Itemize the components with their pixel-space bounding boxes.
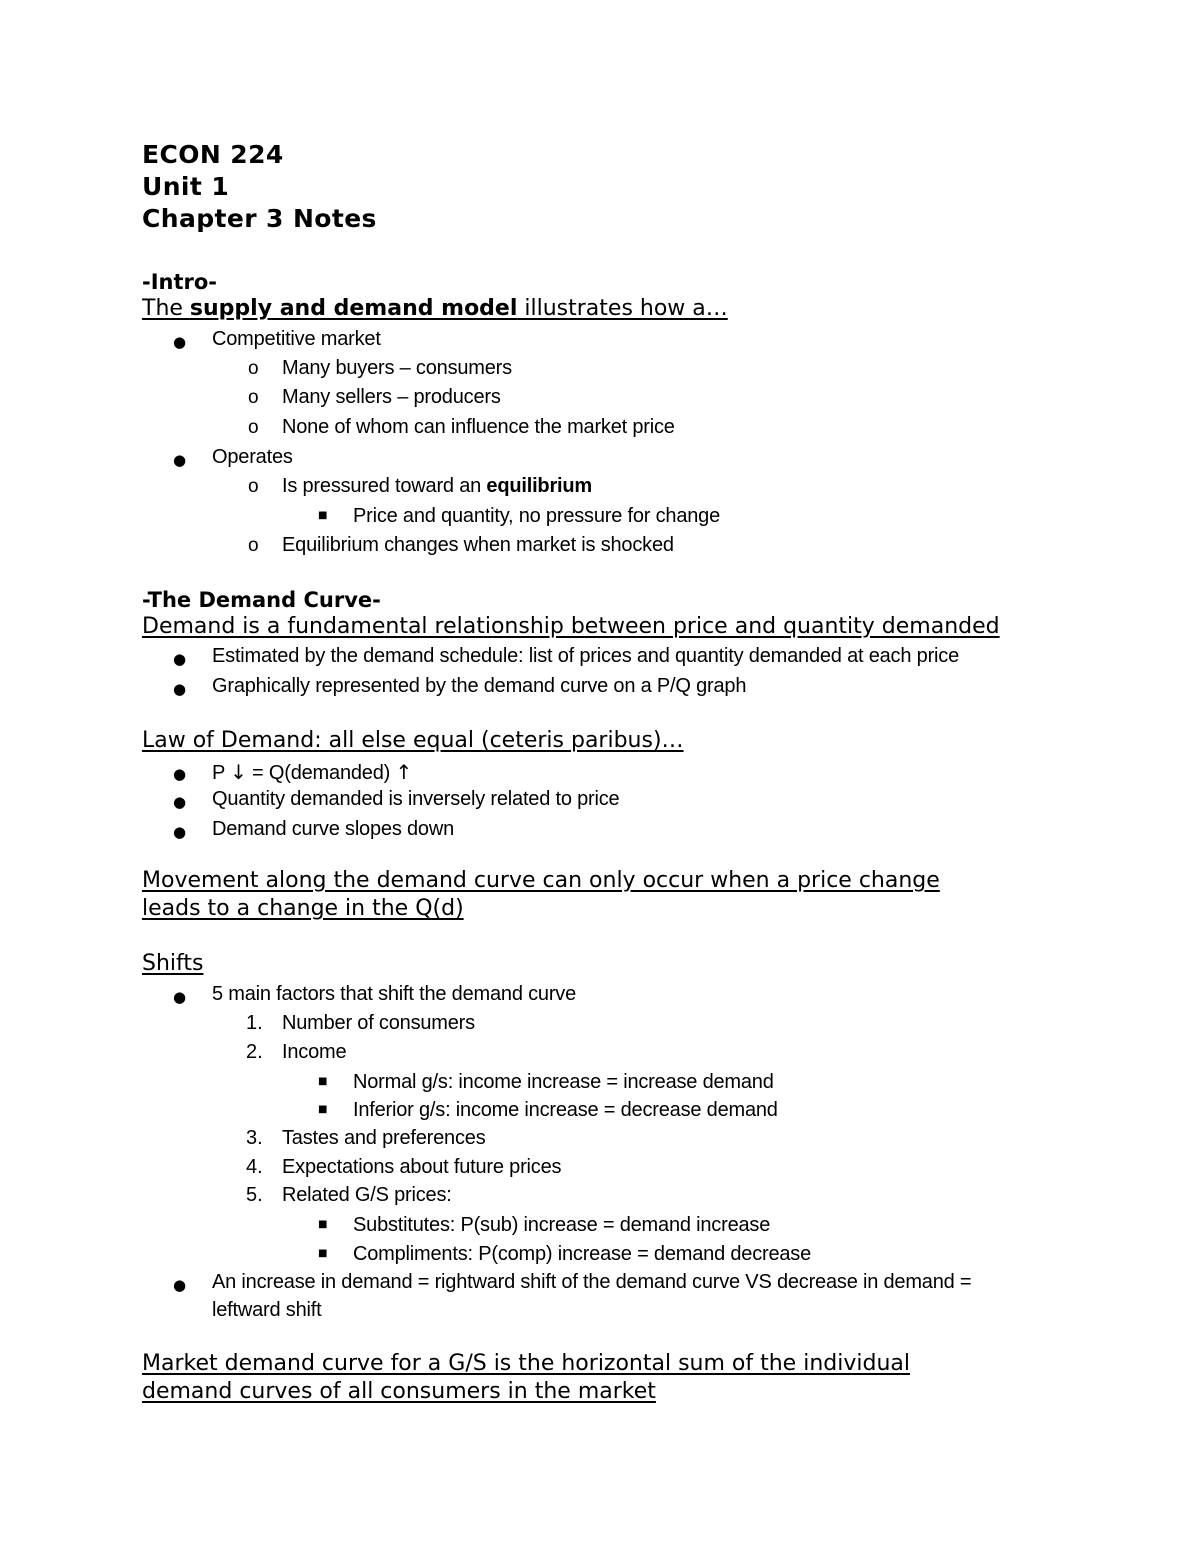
quantity-demanded-text: = Q(demanded)	[246, 762, 391, 784]
list-item: Income	[282, 1041, 347, 1063]
number-marker: 5.	[246, 1184, 263, 1206]
square-marker: ■	[318, 1248, 328, 1259]
course-title: ECON 224	[142, 140, 284, 169]
list-item: Demand curve slopes down	[212, 818, 454, 840]
square-marker: ■	[318, 1104, 328, 1115]
list-item: Competitive market	[212, 328, 381, 350]
list-item: Substitutes: P(sub) increase = demand increase	[353, 1214, 771, 1236]
shifts-lead: Shifts	[142, 951, 204, 976]
intro-lead-prefix: The	[142, 296, 190, 321]
list-item: Many sellers – producers	[282, 386, 501, 408]
movement-line-2: leads to a change in the Q(d)	[142, 896, 464, 921]
number-marker: 3.	[246, 1127, 263, 1149]
intro-lead-bold: supply and demand model	[189, 296, 518, 321]
list-item: Price and quantity, no pressure for change	[353, 505, 721, 527]
number-marker: 2.	[246, 1041, 263, 1063]
list-item: Operates	[212, 446, 293, 468]
law-of-demand-lead: Law of Demand: all else equal (ceteris paribus)…	[142, 728, 684, 753]
item-text: Is pressured toward an	[282, 475, 487, 497]
list-item: An increase in demand = rightward shift of the demand curve VS decrease in demand =	[212, 1271, 972, 1293]
bullet-marker: ●	[173, 793, 187, 811]
list-item: Equilibrium changes when market is shocked	[282, 534, 674, 556]
intro-lead	[142, 296, 728, 321]
list-item: Estimated by the demand schedule: list of prices and quantity demanded at each price	[212, 645, 959, 667]
market-demand-line-1: Market demand curve for a G/S is the horizontal sum of the individual	[142, 1351, 910, 1376]
bullet-marker: ●	[173, 680, 187, 698]
list-item: Tastes and preferences	[282, 1127, 486, 1149]
bullet-marker: ●	[173, 451, 187, 469]
square-marker: ■	[318, 1219, 328, 1230]
bullet-marker: ●	[173, 333, 187, 351]
movement-line-1: Movement along the demand curve can only occur when a price change	[142, 868, 940, 893]
list-item: None of whom can influence the market price	[282, 416, 675, 438]
price-symbol: P	[212, 762, 225, 784]
demand-curve-lead: Demand is a fundamental relationship between price and quantity demanded	[142, 614, 1000, 639]
bullet-marker: ●	[173, 988, 187, 1006]
chapter-title: Chapter 3 Notes	[142, 204, 377, 233]
list-item: Expectations about future prices	[282, 1156, 562, 1178]
list-item: Quantity demanded is inversely related to price	[212, 788, 620, 810]
list-item: Inferior g/s: income increase = decrease demand	[353, 1099, 778, 1121]
list-item: 5 main factors that shift the demand curve	[212, 983, 577, 1005]
list-item: Related G/S prices:	[282, 1184, 452, 1206]
market-demand-line-2: demand curves of all consumers in the market	[142, 1379, 656, 1404]
bullet-marker: ●	[173, 1276, 187, 1294]
demand-curve-heading: -The Demand Curve-	[142, 588, 381, 612]
list-item: Normal g/s: income increase = increase demand	[353, 1071, 774, 1093]
list-item-continued: leftward shift	[212, 1299, 322, 1321]
list-item: Compliments: P(comp) increase = demand decrease	[353, 1243, 812, 1265]
circle-marker: o	[248, 417, 259, 438]
number-marker: 4.	[246, 1156, 263, 1178]
unit-title: Unit 1	[142, 172, 230, 201]
list-item: Many buyers – consumers	[282, 357, 512, 379]
list-item	[282, 475, 592, 498]
intro-heading: -Intro-	[142, 270, 218, 294]
arrow-down-icon: ↓	[230, 760, 247, 784]
list-item: Number of consumers	[282, 1012, 475, 1034]
bullet-marker: ●	[173, 823, 187, 841]
arrow-up-icon: ↑	[395, 760, 413, 784]
number-marker: 1.	[246, 1012, 263, 1034]
list-item	[212, 760, 412, 785]
intro-lead-suffix: illustrates how a…	[517, 296, 728, 321]
circle-marker: o	[248, 535, 259, 556]
list-item: Graphically represented by the demand curve on a P/Q graph	[212, 675, 747, 697]
bullet-marker: ●	[173, 650, 187, 668]
circle-marker: o	[248, 387, 259, 408]
square-marker: ■	[318, 1076, 328, 1087]
circle-marker: o	[248, 358, 259, 379]
circle-marker: o	[248, 476, 259, 497]
square-marker: ■	[318, 510, 328, 521]
bullet-marker: ●	[173, 765, 187, 783]
item-bold-term: equilibrium	[486, 475, 592, 497]
